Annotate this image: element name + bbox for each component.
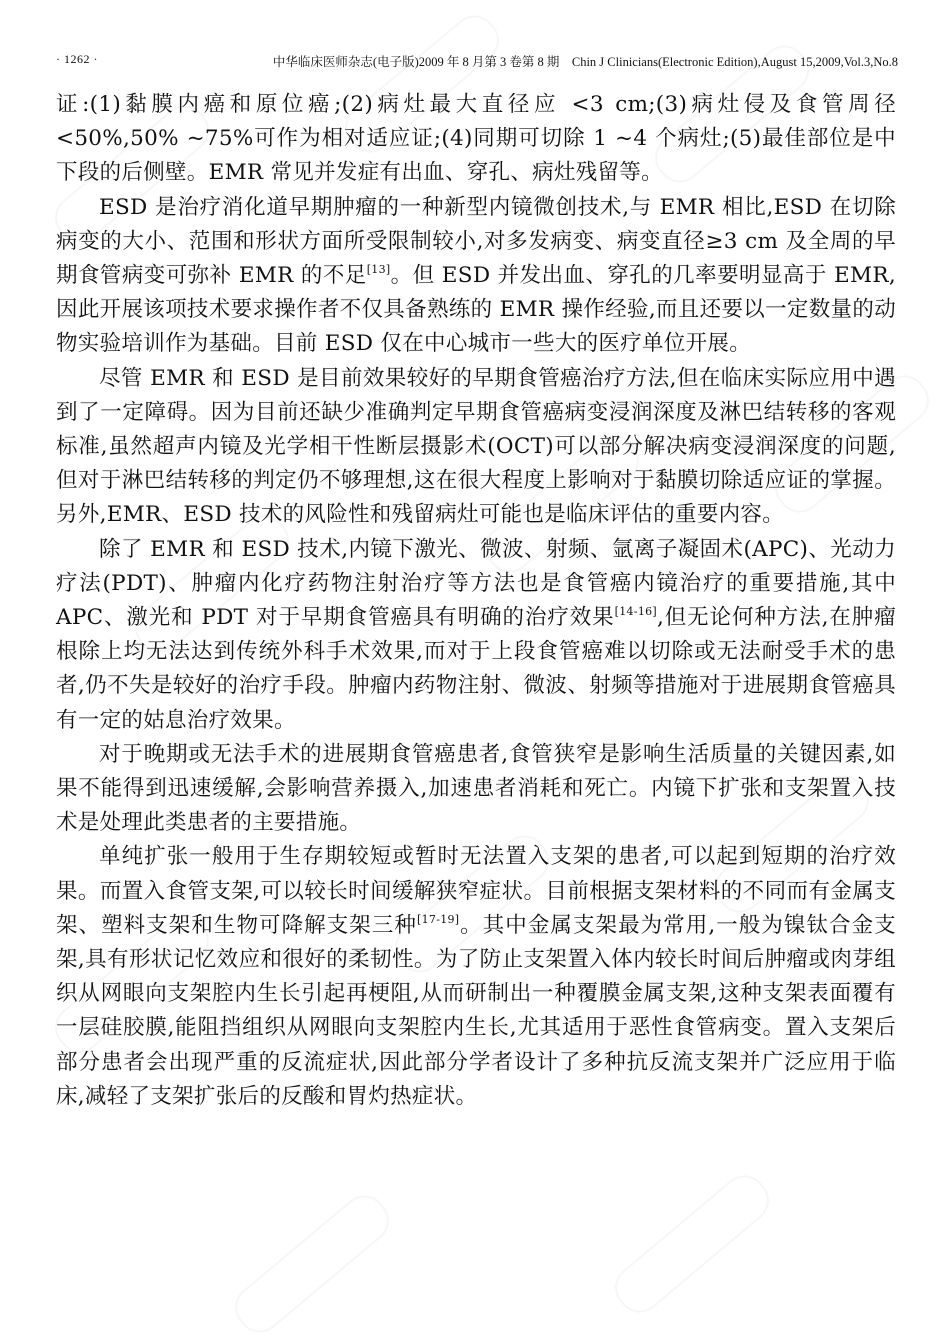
- page-number: · 1262 ·: [56, 52, 98, 66]
- paragraph-text: 除了 EMR 和 ESD 技术,内镜下激光、微波、射频、氩离子凝固术(APC)、光动力疗法(PDT)、肿瘤内化疗药物注射治疗等方法也是食管癌内镜治疗的重要措施,其中 APC、激光和 PDT 对于早期食管癌具有明确的治疗效果: [56, 536, 896, 631]
- paragraph-indications: [56, 88, 896, 191]
- citation-ref: [17-19]: [417, 912, 460, 926]
- paragraph-text: 证:(1)黏膜内癌和原位癌;(2)病灶最大直径应 <3 cm;(3)病灶侵及食管周径 <50%,50% ~75%可作为相对适应证;(4)同期可切除 1 ~4 个病灶;(5)最佳部位是中下段的后侧壁。EMR 常见并发症有出血、穿孔、病灶残留等。: [56, 92, 896, 186]
- article-body: [56, 88, 896, 1114]
- page-header: [0, 52, 950, 72]
- paragraph-text: ESD 是治疗消化道早期肿瘤的一种新型内镜微创技术,与 EMR 相比,ESD 在切除病变的大小、范围和形状方面所受限制较小,对多发病变、病变直径≥3 cm 及全周的早期食管病变可弥补 EMR 的不足: [56, 194, 896, 289]
- paragraph-text-tail: 。其中金属支架最为常用,一般为镍钛合金支架,具有形状记忆效应和很好的柔韧性。为了防止支架置入体内较长时间后肿瘤或肉芽组织从网眼向支架腔内生长引起再梗阻,从而研制出一种覆膜金属支架,这种支架表面覆有一层硅胶膜,能阻挡组织从网眼向支架腔内生长,尤其适用于恶性食管病变。置入支架后部分患者会出现严重的反流症状,因此部分学者设计了多种抗反流支架并广泛应用于临床,减轻了支架扩张后的反酸和胃灼热症状。: [56, 912, 896, 1109]
- citation-ref: [13]: [366, 263, 391, 277]
- paragraph-other-methods: [56, 533, 896, 738]
- paragraph-text: 对于晚期或无法手术的进展期食管癌患者,食管狭窄是影响生活质量的关键因素,如果不能得到迅速缓解,会影响营养摄入,加速患者消耗和死亡。内镜下扩张和支架置入技术是处理此类患者的主要措施。: [56, 741, 896, 836]
- paragraph-text: 单纯扩张一般用于生存期较短或暂时无法置入支架的患者,可以起到短期的治疗效果。而置入食管支架,可以较长时间缓解狭窄症状。目前根据支架材料的不同而有金属支架、塑料支架和生物可降解支架三种: [56, 844, 896, 938]
- citation-ref: [14-16]: [614, 605, 658, 619]
- journal-running-head: 中华临床医师杂志(电子版)2009 年 8 月第 3 卷第 8 期 Chin J Clinicians(Electronic Edition),August 15,2009,Vol.3,No.8: [272, 55, 898, 69]
- paragraph-limitations: [56, 362, 896, 533]
- paragraph-esd: [56, 191, 896, 362]
- paragraph-text-tail: ,但无论何种方法,在肿瘤根除上均无法达到传统外科手术效果,而对于上段食管癌难以切除或无法耐受手术的患者,仍不失是较好的治疗手段。肿瘤内药物注射、微波、射频等措施对于进展期食管癌具有一定的姑息治疗效果。: [56, 605, 896, 733]
- paragraph-stents: [56, 840, 896, 1114]
- paragraph-stenosis: [56, 738, 896, 841]
- paragraph-text: 尽管 EMR 和 ESD 是目前效果较好的早期食管癌治疗方法,但在临床实际应用中遇到了一定障碍。因为目前还缺少准确判定早期食管癌病变浸润深度及淋巴结转移的客观标准,虽然超声内镜及光学相干性断层摄影术(OCT)可以部分解决病变浸润深度的问题,但对于淋巴结转移的判定仍不够理想,这在很大程度上影响对于黏膜切除适应证的掌握。另外,EMR、ESD 技术的风险性和残留病灶可能也是临床评估的重要内容。: [56, 365, 896, 528]
- paragraph-text-tail: 。但 ESD 并发出血、穿孔的几率要明显高于 EMR,因此开展该项技术要求操作者不仅具备熟练的 EMR 操作经验,而且还要以一定数量的动物实验培训作为基础。目前 ESD 仅在中心城市一些大的医疗单位开展。: [56, 263, 896, 357]
